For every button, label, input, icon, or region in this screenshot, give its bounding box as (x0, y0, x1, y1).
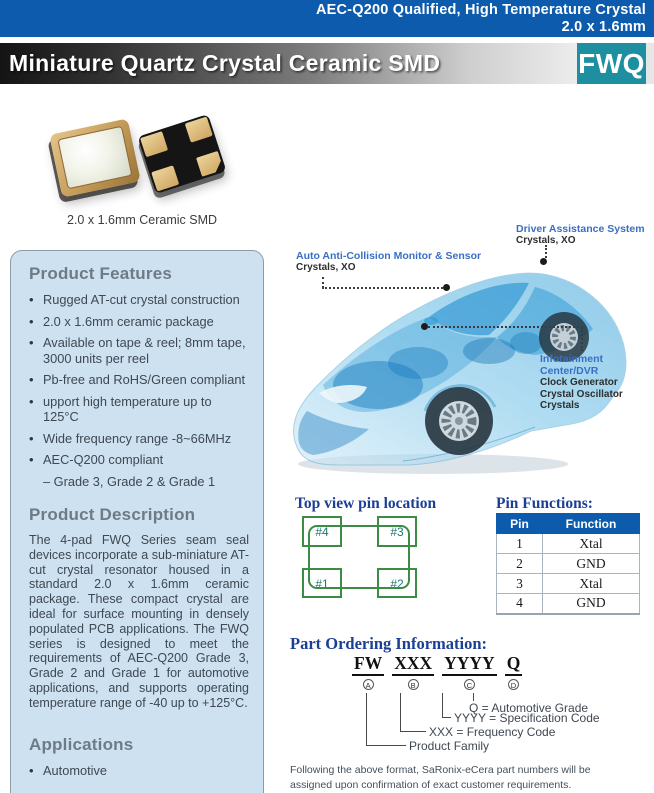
top-banner (0, 0, 654, 37)
callout-dot (421, 323, 428, 330)
package-pad (185, 117, 213, 143)
pad-2: #2 (377, 568, 417, 598)
code-spec: YYYY (442, 654, 497, 676)
package-pad (140, 131, 168, 157)
pin-location-diagram (302, 516, 418, 600)
callout-leader-line (428, 326, 583, 328)
description-heading: Product Description (29, 505, 196, 524)
marker-a: A (363, 679, 374, 690)
pin-number: 2 (497, 554, 543, 574)
ordering-group-frequency (392, 654, 434, 690)
package-caption: 2.0 x 1.6mm Ceramic SMD (67, 213, 218, 227)
pin-location-heading: Top view pin location (295, 495, 437, 512)
connector-line-b (400, 693, 426, 732)
table-row (497, 574, 640, 594)
table-header-row (497, 514, 640, 534)
table-row (497, 594, 640, 614)
page-title: Miniature Quartz Crystal Ceramic SMD (9, 50, 441, 76)
callout-dot (540, 258, 547, 265)
package-photo-bottom (138, 114, 227, 194)
banner-line1: AEC-Q200 Qualified, High Temperature Crystal (315, 2, 646, 18)
code-family: FW (352, 654, 384, 676)
column-header-pin: Pin (497, 514, 543, 534)
feature-item: • upport high temperature up to 125°C (29, 394, 249, 425)
series-code-badge: FWQ (577, 43, 646, 84)
banner-line2: 2.0 x 1.6mm (561, 19, 646, 35)
legend-grade: Q = Automotive Grade (469, 701, 589, 715)
feature-item: • AEC-Q200 compliant (29, 452, 249, 468)
footnote: Following the above format, SaRonix-eCera part numbers will be assigned upon confirmation of exact customer requirements. (290, 764, 591, 791)
callout-leader-line (545, 245, 547, 258)
connector-line-d (473, 693, 474, 701)
legend-family: Product Family (409, 739, 490, 753)
pin-number: 4 (497, 594, 543, 614)
connector-line-c (442, 693, 451, 718)
package-photo-top (49, 118, 141, 197)
pad-4: #4 (302, 516, 342, 547)
callout-collision-sub: Crystals, XO (296, 262, 356, 273)
package-pad (196, 151, 224, 177)
applications-list (29, 763, 249, 779)
ordering-group-family (352, 654, 384, 690)
callout-collision-title: Auto Anti-Collision Monitor & Sensor (296, 250, 482, 262)
pin-function: GND (543, 554, 640, 574)
features-list (29, 292, 249, 489)
applications-heading: Applications (29, 734, 134, 754)
legend-spec: YYYY = Specification Code (454, 711, 600, 725)
feature-item: • Rugged AT-cut crystal construction (29, 292, 249, 308)
pin-functions-heading: Pin Functions: (496, 495, 593, 512)
feature-item: • 2.0 x 1.6mm ceramic package (29, 314, 249, 330)
ordering-group-spec (442, 654, 497, 690)
pin-function: Xtal (543, 574, 640, 594)
pin-function: Xtal (543, 534, 640, 554)
table-row (497, 554, 640, 574)
callout-dot (443, 284, 450, 291)
pin-function: GND (543, 594, 640, 614)
features-heading: Product Features (29, 264, 173, 283)
feature-item: • Available on tape & reel; 8mm tape, 3000 units per reel (29, 335, 249, 366)
application-item: • Automotive (29, 763, 249, 779)
pin-number: 1 (497, 534, 543, 554)
marker-d: D (508, 679, 519, 690)
ordering-group-grade (505, 654, 523, 690)
callout-driver-sub: Crystals, XO (516, 235, 576, 246)
title-bar (0, 43, 654, 84)
feature-item: • Pb-free and RoHS/Green compliant (29, 372, 249, 388)
ordering-code (352, 654, 522, 690)
description-body: The 4-pad FWQ Series seam seal devices incorporate a sub-miniature AT-cut crystal resonator housed in a standard 2.0 x 1.6mm ceramic package. These compact crystal are ideal for surface mounting in densely populated PCB applications. The FWQ series is designed to meet the requirements of AEC-Q200 Grade 3, Grade 2 and Grade 1 for automotive applications, and supports operating temperature range of -40 up to +125°C. (29, 533, 249, 710)
package-pad (151, 165, 179, 191)
table-row (497, 534, 640, 554)
callout-infotainment-line: Crystal Oscillator (540, 388, 623, 400)
column-header-function: Function (543, 514, 640, 534)
code-grade: Q (505, 654, 523, 676)
callout-driver (516, 223, 645, 247)
pad-1: #1 (302, 568, 342, 598)
pin-number: 3 (497, 574, 543, 594)
code-frequency: XXX (392, 654, 434, 676)
pad-3: #3 (377, 516, 417, 547)
pin-functions-table (496, 513, 640, 615)
callout-collision (296, 250, 481, 274)
package-outline (308, 525, 410, 589)
callout-leader-line (322, 287, 446, 289)
feature-item: • Wide frequency range -8~66MHz (29, 431, 249, 447)
feature-sub-item: – Grade 3, Grade 2 & Grade 1 (43, 473, 216, 489)
callout-infotainment-line: Crystals (540, 400, 580, 411)
callout-leader-line (581, 327, 583, 351)
callout-infotainment-line: Clock Generator (540, 377, 618, 388)
callout-infotainment-title: Infotainment Center/DVR (540, 353, 603, 377)
callout-infotainment (540, 353, 654, 412)
package-lid (57, 126, 132, 190)
marker-c: C (464, 679, 475, 690)
callout-driver-title: Driver Assistance System (516, 223, 645, 235)
marker-b: B (408, 679, 419, 690)
feature-panel (10, 250, 264, 793)
legend-frequency: XXX = Frequency Code (429, 725, 556, 739)
ordering-heading: Part Ordering Information: (290, 634, 488, 653)
